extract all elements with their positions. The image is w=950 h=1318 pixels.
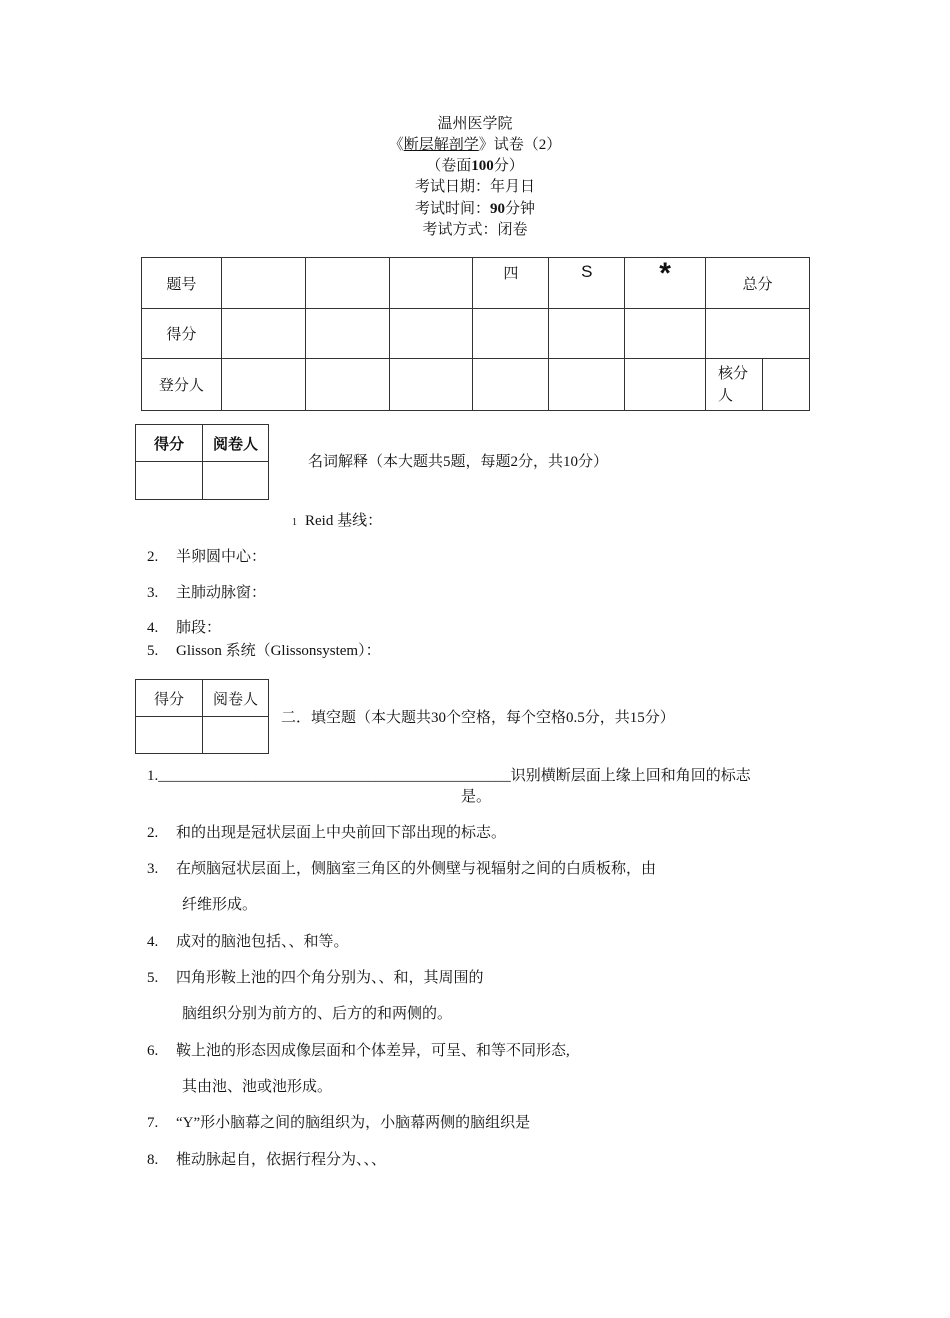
item-number: 4.: [147, 934, 159, 950]
item-text: 识别横断层面上缘上回和角回的标志: [510, 768, 751, 784]
list-item: [147, 616, 221, 637]
question-7: [147, 1111, 530, 1132]
question-2: [147, 821, 506, 842]
question-8: [147, 1148, 386, 1169]
item-text: 鞍上池的形态因成像层面和个体差异，可呈、和等不同形态,: [176, 1043, 570, 1059]
list-item: [147, 639, 381, 660]
question-4: [147, 930, 349, 951]
table-row: [142, 309, 810, 359]
item-text: 成对的脑池包括、、和等。: [176, 934, 349, 950]
item-number: 5.: [147, 643, 159, 659]
grader-box-2: [135, 679, 269, 754]
exam-title: [0, 133, 950, 154]
item-text: Reid 基线：: [305, 513, 383, 529]
question-6-cont: 其由池、池或池形成。: [182, 1079, 333, 1095]
grader-score-label: 得分: [136, 425, 203, 462]
item-number: 8.: [147, 1152, 159, 1168]
item-number: 2.: [147, 825, 159, 841]
table-row: [142, 258, 810, 309]
exam-mode: 考试方式：闭卷: [422, 222, 528, 238]
item-text: 半卵圆中心：: [176, 549, 267, 565]
section2-title: 二．填空题（本大题共30个空格，每个空格0.5分，共15分）: [281, 710, 675, 726]
exam-time: [0, 197, 950, 218]
checker-label: 核分人: [706, 359, 763, 411]
col-six: *: [625, 258, 706, 309]
item-text: 和的出现是冠状层面上中央前回下部出现的标志。: [176, 825, 507, 841]
grader-reviewer-label: 阅卷人: [203, 680, 269, 717]
item-text: Glisson 系统（Glissonsystem）：: [176, 643, 381, 659]
course-suffix: 》试卷（2）: [478, 137, 562, 153]
exam-date: 考试日期：年月日: [414, 179, 535, 195]
item-number: 5.: [147, 970, 159, 986]
course-prefix: 《: [388, 137, 404, 153]
question-5-cont: 脑组织分别为前方的、后方的和两侧的。: [182, 1006, 453, 1022]
question-1-cont: 是。: [461, 789, 492, 805]
row-label-question-no: 题号: [142, 258, 222, 309]
question-6: [147, 1039, 570, 1060]
col-four: 四: [473, 258, 549, 309]
item-number: 3.: [147, 861, 159, 877]
item-text: 主肺动脉窗：: [176, 585, 267, 601]
score-note-post: 分）: [493, 158, 524, 174]
table-row: [142, 359, 810, 411]
score-note: [0, 154, 950, 175]
item-text: 在颅脑冠状层面上，侧脑室三角区的外侧壁与视辐射之间的白质板称，由: [176, 861, 657, 877]
list-item: [292, 509, 382, 530]
item-text: 椎动脉起自，依据行程分为、、、: [176, 1152, 387, 1168]
row-label-recorder: 登分人: [142, 359, 222, 411]
item-number: 1.: [147, 768, 159, 784]
item-number: 6.: [147, 1043, 159, 1059]
question-5: [147, 966, 484, 987]
grader-score-label: 得分: [136, 680, 203, 717]
item-number: 2.: [147, 549, 159, 565]
exam-time-pre: 考试时间：: [414, 201, 490, 217]
section1-title: 名词解释（本大题共5题，每题2分，共10分）: [308, 454, 609, 470]
score-note-pre: （卷面: [426, 158, 472, 174]
question-3-cont: 纤维形成。: [182, 897, 258, 913]
exam-time-num: 90: [490, 201, 505, 217]
item-number: 3.: [147, 585, 159, 601]
item-number: 4.: [147, 620, 159, 636]
item-number: 1: [292, 517, 297, 528]
list-item: [147, 581, 266, 602]
school-name: 温州医学院: [437, 116, 513, 132]
exam-time-post: 分钟: [505, 201, 536, 217]
total-header: 总分: [706, 258, 810, 309]
course-name: 断层解剖学: [403, 137, 479, 153]
item-text: 肺段：: [176, 620, 222, 636]
score-note-num: 100: [471, 158, 494, 174]
col-five: S: [549, 258, 625, 309]
item-text: 四角形鞍上池的四个角分别为、、和，其周围的: [176, 970, 484, 986]
answer-blank[interactable]: _______________________________________________: [158, 768, 511, 784]
list-item: [147, 545, 266, 566]
grader-reviewer-label: 阅卷人: [203, 425, 269, 462]
question-1: [147, 764, 751, 785]
score-summary-table: [141, 257, 810, 411]
item-text: “Y”形小脑幕之间的脑组织为，小脑幕两侧的脑组织是: [176, 1115, 531, 1131]
grader-box-1: [135, 424, 269, 500]
row-label-score: 得分: [142, 309, 222, 359]
item-number: 7.: [147, 1115, 159, 1131]
question-3: [147, 857, 656, 878]
